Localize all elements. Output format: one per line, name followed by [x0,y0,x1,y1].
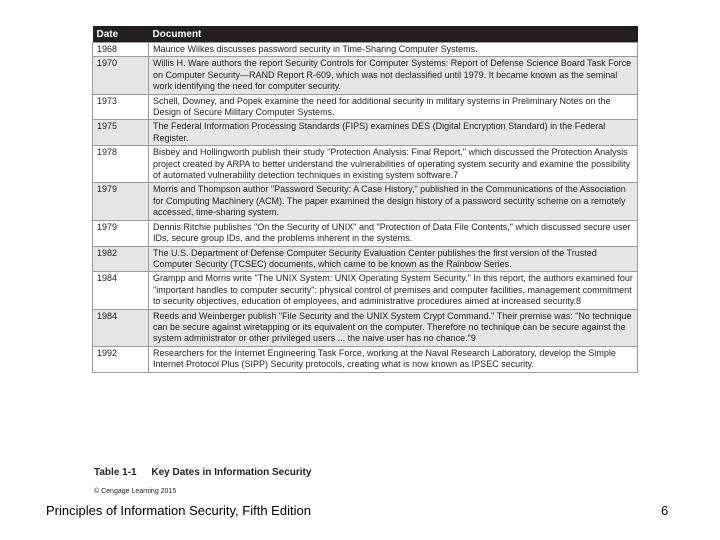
row-document: Schell, Downey, and Popek examine the need for additional security in military systems in Preliminary Notes on the Design of Secure Military Computer Systems. [149,94,638,120]
column-header-date: Date [93,26,149,43]
row-document: Dennis Ritchie publishes "On the Security of UNIX" and "Protection of Data File Contents," which discussed secure user IDs, secure group IDs, and the problems inherent in the systems. [149,220,638,246]
column-header-document: Document [149,26,638,43]
row-date: 1979 [93,183,149,220]
row-date: 1984 [93,272,149,309]
copyright-notice: © Cengage Learning 2015 [94,488,177,495]
table-row [93,309,638,346]
row-date: 1975 [93,120,149,146]
row-document: Reeds and Weinberger publish "File Security and the UNIX System Crypt Command." Their premise was: "No technique can be secure against wiretapping or its equivalent on the computer. Therefore no technique can be secure against the system administrator or other privileged users ... the naive user has no chance."9 [149,309,638,346]
footer-book-title: Principles of Information Security, Fifth Edition [46,503,311,518]
row-date: 1992 [93,346,149,372]
table-header-row [93,26,638,43]
row-document: Researchers for the Internet Engineering Task Force, working at the Naval Research Laboratory, develop the Simple Internet Protocol Plus (SIPP) Security protocols, creating what is now known as IPSEC security. [149,346,638,372]
row-document: The U.S. Department of Defense Computer Security Evaluation Center publishes the first version of the Trusted Computer Security (TCSEC) documents, which came to be known as the Rainbow Series. [149,246,638,272]
table-caption-label: Table 1-1 [94,467,137,478]
row-document: Willis H. Ware authors the report Security Controls for Computer Systems: Report of Defense Science Board Task Force on Computer Security—RAND Report R-609, which was not declassified until 1979. It became known as the seminal work identifying the need for computer security. [149,57,638,94]
row-document: Bisbey and Hollingworth publish their study "Protection Analysis: Final Report," which discussed the Protection Analysis project created by ARPA to better understand the vulnerabilities of operating system security and examine the possibility of automated vulnerability detection techniques in existing system software.7 [149,146,638,183]
table-row [93,272,638,309]
row-date: 1970 [93,57,149,94]
table-row [93,43,638,57]
row-date: 1984 [93,309,149,346]
row-date: 1978 [93,146,149,183]
row-document: Morris and Thompson author "Password Security: A Case History," published in the Communications of the Association for Computing Machinery (ACM). The paper examined the design history of a password security scheme on a remotely accessed, time-sharing system. [149,183,638,220]
row-document: Maurice Wilkes discusses password security in Time-Sharing Computer Systems. [149,43,638,57]
table-caption [94,467,311,478]
table-row [93,220,638,246]
key-dates-table-container [92,26,638,373]
table-row [93,346,638,372]
row-document: The Federal Information Processing Standards (FIPS) examines DES (Digital Encryption Standard) in the Federal Register. [149,120,638,146]
table-row [93,94,638,120]
row-date: 1973 [93,94,149,120]
table-caption-title: Key Dates in Information Security [151,467,312,478]
table-row [93,57,638,94]
table-row [93,183,638,220]
row-document: Grampp and Morris write "The UNIX System: UNIX Operating System Security." In this report, the authors examined four "important handles to computer security": physical control of premises and computer facilities, management commitment to security objectives, education of employees, and administrative procedures aimed at increased security.8 [149,272,638,309]
row-date: 1982 [93,246,149,272]
row-date: 1968 [93,43,149,57]
table-row [93,120,638,146]
key-dates-table [92,26,638,373]
table-row [93,246,638,272]
row-date: 1979 [93,220,149,246]
footer-page-number: 6 [661,503,669,518]
table-row [93,146,638,183]
